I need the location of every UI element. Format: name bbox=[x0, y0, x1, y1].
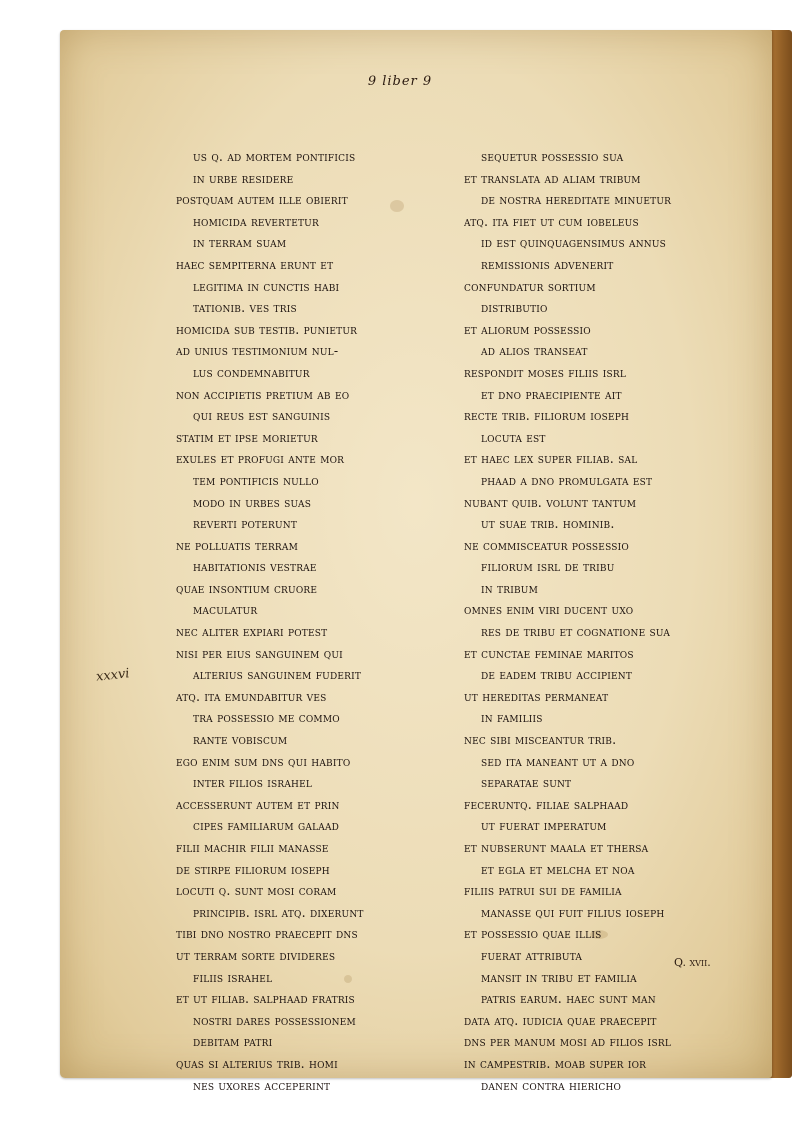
text-line: filii machir filii manasse bbox=[176, 840, 329, 855]
text-line: legitima in cunctis habi bbox=[193, 278, 340, 294]
text-line: in tribum bbox=[481, 580, 538, 596]
text-line: ad alios transeat bbox=[481, 343, 588, 359]
text-line: et possessio quae illis bbox=[464, 926, 602, 942]
text-line: recte trib. filiorum ioseph bbox=[464, 408, 630, 424]
text-line: modo in urbes suas bbox=[193, 494, 312, 510]
text-line: qui reus est sanguinis bbox=[193, 408, 331, 424]
text-line: in campestrib. moab super ior bbox=[464, 1055, 647, 1071]
text-line: tem pontificis nullo bbox=[193, 472, 319, 488]
text-line: nec sibi misceantur trib. bbox=[464, 732, 617, 748]
text-line: maculatur bbox=[193, 602, 258, 618]
text-line: rante vobiscum bbox=[193, 732, 288, 748]
text-line: atq. ita emundabitur ves bbox=[176, 688, 327, 704]
text-line: ut terram sorte divideres bbox=[176, 947, 336, 963]
text-line: omnes enim viri ducent uxo bbox=[464, 602, 634, 618]
text-line: danen contra hiericho bbox=[481, 1077, 622, 1093]
text-line: id est quinquagensimus annus bbox=[481, 235, 667, 251]
text-line: homicida revertetur bbox=[193, 213, 319, 229]
text-line: nisi per eius sanguinem qui bbox=[176, 645, 343, 661]
text-line: tra possessio me commo bbox=[193, 710, 340, 726]
text-line: et ut filiab. salphaad fratris bbox=[176, 991, 355, 1007]
text-line: et haec lex super filiab. sal bbox=[464, 451, 638, 467]
running-title: 9 liber 9 bbox=[367, 74, 433, 89]
text-line: et egla et melcha et noa bbox=[481, 861, 635, 877]
text-line: mansit in tribu et familia bbox=[481, 969, 637, 985]
text-line: filiorum isrl de tribu bbox=[481, 559, 615, 575]
text-line: separatae sunt bbox=[481, 775, 572, 791]
text-line: nes uxores acceperint bbox=[193, 1077, 331, 1093]
text-line: postquam autem ille obierit bbox=[176, 192, 348, 208]
text-column-right bbox=[464, 146, 732, 1096]
text-line: remissionis advenerit bbox=[481, 256, 614, 272]
text-line: et nubserunt maala et thersa bbox=[464, 840, 649, 855]
text-line: sequetur possessio sua bbox=[481, 149, 624, 164]
text-line: res de tribu et cognatione sua bbox=[481, 624, 671, 640]
text-line: locuta est bbox=[481, 429, 546, 445]
quire-signature: Q. xvii. bbox=[674, 956, 711, 969]
text-line: alterius sanguinem fuderit bbox=[193, 667, 362, 683]
text-line: lus condemnabitur bbox=[193, 364, 310, 380]
text-line: phaad a dno promulgata est bbox=[481, 472, 653, 488]
text-line: fuerat attributa bbox=[481, 947, 583, 963]
text-line: ut hereditas permaneat bbox=[464, 688, 609, 704]
text-column-left bbox=[176, 146, 434, 1096]
text-line: nostri dares possessionem bbox=[193, 1012, 356, 1028]
text-line: ad unius testimonium nul- bbox=[176, 343, 339, 359]
text-line: feceruntq. filiae salphaad bbox=[464, 796, 629, 812]
text-line: manasse qui fuit filius ioseph bbox=[481, 904, 665, 920]
text-line: et dno praecipiente ait bbox=[481, 386, 622, 402]
text-line: locuti q. sunt mosi coram bbox=[176, 883, 337, 899]
text-line: ut fuerat imperatum bbox=[481, 818, 607, 834]
text-line: statim et ipse morietur bbox=[176, 429, 318, 445]
text-line: data atq. iudicia quae praecepit bbox=[464, 1012, 657, 1028]
text-line: et cunctae feminae maritos bbox=[464, 645, 634, 661]
text-line: principib. isrl atq. dixerunt bbox=[193, 904, 364, 920]
chapter-number-note: xxxvi bbox=[95, 666, 131, 685]
text-line: in terram suam bbox=[193, 235, 287, 251]
text-line: filiis israhel bbox=[193, 969, 273, 985]
text-line: inter filios israhel bbox=[193, 775, 313, 791]
text-line: habitationis vestrae bbox=[193, 559, 317, 575]
text-line: dns per manum mosi ad filios isrl bbox=[464, 1034, 672, 1050]
text-line: quae insontium cruore bbox=[176, 580, 318, 596]
text-line: et translata ad aliam tribum bbox=[464, 170, 641, 186]
text-line: ne commisceatur possessio bbox=[464, 537, 629, 553]
text-line: in familiis bbox=[481, 710, 543, 726]
text-line: de nostra hereditate minuetur bbox=[481, 192, 672, 208]
text-line: respondit moses filiis isrl bbox=[464, 364, 627, 380]
text-line: non accipietis pretium ab eo bbox=[176, 386, 350, 402]
text-line: ut suae trib. hominib. bbox=[481, 516, 615, 532]
text-line: cipes familiarum galaad bbox=[193, 818, 340, 834]
text-line: et aliorum possessio bbox=[464, 321, 591, 337]
text-line: nubant quib. volunt tantum bbox=[464, 494, 637, 510]
text-line: debitam patri bbox=[193, 1034, 273, 1050]
text-line: distributio bbox=[481, 300, 548, 316]
text-line: confundatur sortium bbox=[464, 278, 596, 294]
text-line: de stirpe filiorum ioseph bbox=[176, 861, 330, 877]
text-line: us q. ad mortem pontificis bbox=[193, 149, 356, 164]
text-line: atq. ita fiet ut cum iobeleus bbox=[464, 213, 639, 229]
text-line: tationib. ves tris bbox=[193, 300, 297, 316]
text-line: tibi dno nostro praecepit dns bbox=[176, 926, 358, 942]
text-line: homicida sub testib. punietur bbox=[176, 321, 358, 337]
text-line: sed ita maneant ut a dno bbox=[481, 753, 635, 769]
text-line: accesserunt autem et prin bbox=[176, 796, 340, 812]
text-line: quas si alterius trib. homi bbox=[176, 1055, 338, 1071]
text-line: ne polluatis terram bbox=[176, 537, 299, 553]
text-line: exules et profugi ante mor bbox=[176, 451, 345, 467]
text-line: filiis patrui sui de familia bbox=[464, 883, 622, 899]
text-line: in urbe residere bbox=[193, 170, 294, 186]
text-line: de eadem tribu accipient bbox=[481, 667, 633, 683]
text-line: reverti poterunt bbox=[193, 516, 298, 532]
text-line: ego enim sum dns qui habito bbox=[176, 753, 351, 769]
text-line: haec sempiterna erunt et bbox=[176, 256, 334, 272]
text-line: nec aliter expiari potest bbox=[176, 624, 328, 640]
text-line: patris earum. haec sunt man bbox=[481, 991, 656, 1007]
